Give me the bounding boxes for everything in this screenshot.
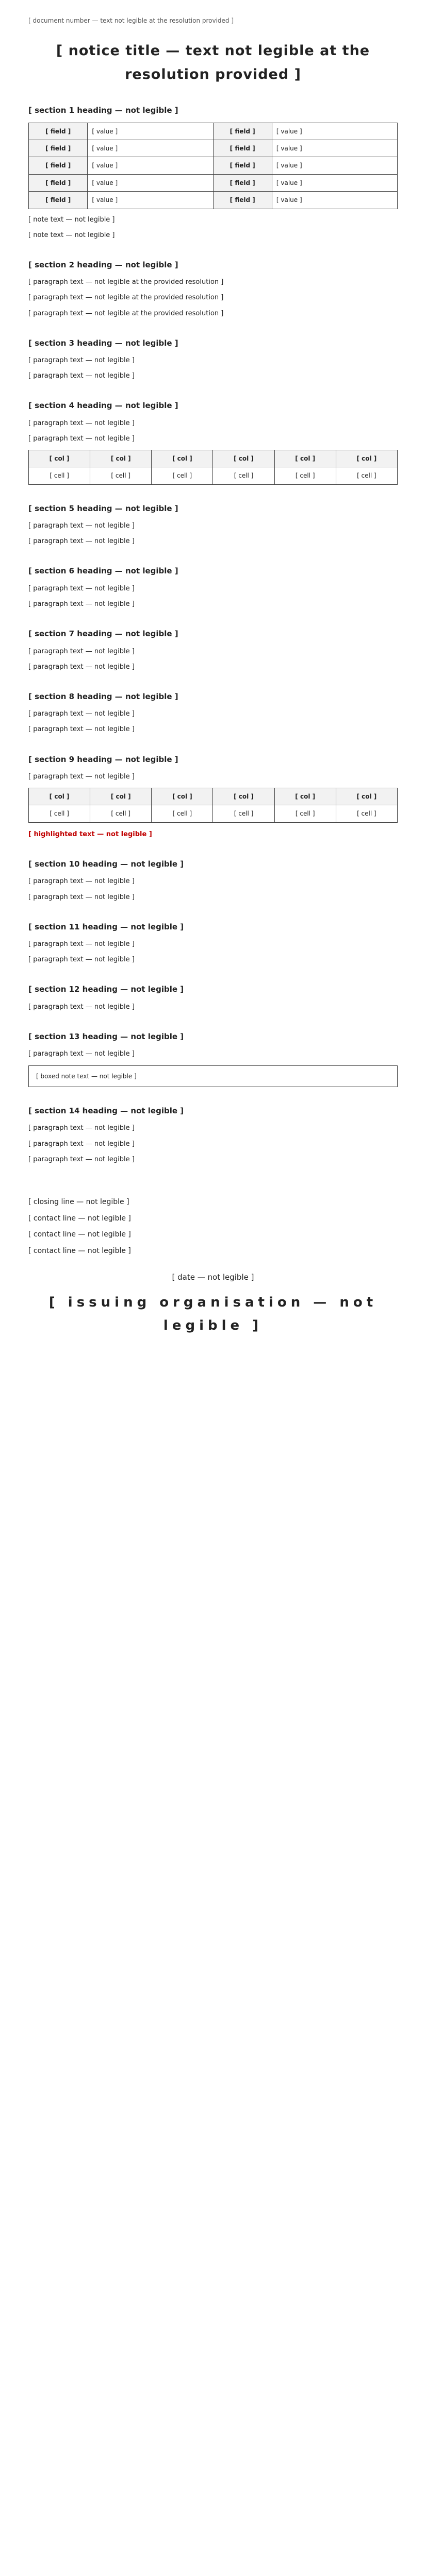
paragraph: [ paragraph text — not legible ] — [28, 877, 135, 886]
issuer-name: [ issuing organisation — not legible ] — [48, 1295, 378, 1333]
table-cell: [ cell ] — [29, 805, 90, 822]
note: [ note text — not legible ] — [28, 231, 115, 239]
section-12 — [28, 983, 398, 1013]
highlighted-note: [ highlighted text — not legible ] — [28, 830, 152, 838]
table-label: [ field ] — [213, 140, 272, 157]
table-label: [ field ] — [29, 174, 88, 191]
column-header: [ col ] — [152, 788, 213, 805]
table-row — [29, 140, 398, 157]
document-number: [ document number — text not legible at the resolution provided ] — [28, 17, 234, 24]
section-4 — [28, 399, 398, 484]
table-header-row — [29, 450, 398, 467]
table-value: [ value ] — [88, 140, 213, 157]
table-label: [ field ] — [213, 174, 272, 191]
section-heading: [ section 3 heading — not legible ] — [28, 338, 178, 348]
column-header: [ col ] — [274, 450, 336, 467]
page-title: [ notice title — text not legible at the resolution provided ] — [56, 43, 370, 83]
table-header-row — [29, 788, 398, 805]
table-cell: [ cell ] — [336, 467, 397, 484]
column-header: [ col ] — [90, 788, 152, 805]
paragraph: [ paragraph text — not legible ] — [28, 710, 135, 718]
column-header: [ col ] — [336, 788, 397, 805]
table-value: [ value ] — [88, 174, 213, 191]
section-heading: [ section 11 heading — not legible ] — [28, 922, 184, 931]
table-value: [ value ] — [88, 123, 213, 140]
closing-statement: [ closing line — not legible ] — [28, 1197, 129, 1206]
requirements-table — [28, 450, 398, 485]
table-cell: [ cell ] — [90, 467, 152, 484]
section-heading: [ section 7 heading — not legible ] — [28, 629, 178, 639]
table-value: [ value ] — [272, 192, 397, 209]
section-9 — [28, 753, 398, 840]
paragraph: [ paragraph text — not legible ] — [28, 663, 135, 671]
section-8 — [28, 690, 398, 736]
overview-table — [28, 123, 398, 209]
table-value: [ value ] — [272, 174, 397, 191]
section-heading: [ section 6 heading — not legible ] — [28, 566, 178, 576]
column-header: [ col ] — [90, 450, 152, 467]
paragraph: [ paragraph text — not legible ] — [28, 600, 135, 608]
paragraph: [ paragraph text — not legible ] — [28, 1124, 135, 1132]
table-row — [29, 192, 398, 209]
section-7 — [28, 628, 398, 673]
table-row — [29, 467, 398, 484]
table-cell: [ cell ] — [213, 805, 274, 822]
paragraph: [ paragraph text — not legible ] — [28, 372, 135, 380]
contact-line: [ contact line — not legible ] — [28, 1230, 131, 1239]
paragraph: [ paragraph text — not legible ] — [28, 1155, 135, 1163]
paragraph: [ paragraph text — not legible ] — [28, 522, 135, 530]
note: [ note text — not legible ] — [28, 215, 115, 224]
contact-line: [ contact line — not legible ] — [28, 1214, 131, 1223]
criteria-table — [28, 788, 398, 823]
section-heading: [ section 5 heading — not legible ] — [28, 503, 178, 513]
paragraph: [ paragraph text — not legible ] — [28, 1140, 135, 1148]
section-heading: [ section 2 heading — not legible ] — [28, 260, 178, 269]
paragraph: [ paragraph text — not legible ] — [28, 584, 135, 592]
section-11 — [28, 921, 398, 966]
table-cell: [ cell ] — [274, 805, 336, 822]
table-value: [ value ] — [272, 123, 397, 140]
table-cell: [ cell ] — [213, 467, 274, 484]
table-label: [ field ] — [29, 157, 88, 174]
boxed-note: [ boxed note text — not legible ] — [28, 1065, 398, 1087]
column-header: [ col ] — [213, 450, 274, 467]
paragraph: [ paragraph text — not legible ] — [28, 956, 135, 964]
paragraph: [ paragraph text — not legible at the provided resolution ] — [28, 309, 224, 317]
table-cell: [ cell ] — [29, 467, 90, 484]
column-header: [ col ] — [29, 788, 90, 805]
closing-block — [28, 1196, 398, 1258]
section-heading: [ section 12 heading — not legible ] — [28, 985, 184, 994]
column-header: [ col ] — [336, 450, 397, 467]
paragraph: [ paragraph text — not legible ] — [28, 940, 135, 948]
table-label: [ field ] — [29, 140, 88, 157]
section-heading: [ section 4 heading — not legible ] — [28, 401, 178, 411]
table-cell: [ cell ] — [152, 467, 213, 484]
section-14 — [28, 1105, 398, 1165]
paragraph: [ paragraph text — not legible ] — [28, 773, 135, 781]
contact-line: [ contact line — not legible ] — [28, 1247, 131, 1256]
section-13 — [28, 1030, 398, 1087]
table-cell: [ cell ] — [274, 467, 336, 484]
section-10 — [28, 858, 398, 903]
column-header: [ col ] — [274, 788, 336, 805]
column-header: [ col ] — [29, 450, 90, 467]
table-label: [ field ] — [213, 192, 272, 209]
table-label: [ field ] — [213, 157, 272, 174]
section-3 — [28, 337, 398, 382]
section-heading: [ section 8 heading — not legible ] — [28, 691, 178, 701]
table-value: [ value ] — [88, 192, 213, 209]
issue-date: [ date — not legible ] — [172, 1272, 254, 1282]
table-label: [ field ] — [29, 192, 88, 209]
table-row — [29, 123, 398, 140]
section-overview — [28, 104, 398, 241]
table-value: [ value ] — [272, 157, 397, 174]
section-heading: [ section 13 heading — not legible ] — [28, 1031, 184, 1041]
column-header: [ col ] — [213, 788, 274, 805]
table-value: [ value ] — [272, 140, 397, 157]
table-row — [29, 805, 398, 822]
section-heading: [ section 10 heading — not legible ] — [28, 859, 184, 869]
paragraph: [ paragraph text — not legible ] — [28, 537, 135, 546]
section-6 — [28, 565, 398, 610]
table-row — [29, 157, 398, 174]
column-header: [ col ] — [152, 450, 213, 467]
paragraph: [ paragraph text — not legible ] — [28, 647, 135, 655]
table-cell: [ cell ] — [152, 805, 213, 822]
paragraph: [ paragraph text — not legible at the provided resolution ] — [28, 294, 224, 302]
paragraph: [ paragraph text — not legible at the provided resolution ] — [28, 278, 224, 286]
section-heading: [ section 9 heading — not legible ] — [28, 754, 178, 764]
section-2 — [28, 259, 398, 319]
paragraph: [ paragraph text — not legible ] — [28, 893, 135, 901]
section-heading: [ section 14 heading — not legible ] — [28, 1106, 184, 1115]
paragraph: [ paragraph text — not legible ] — [28, 1003, 135, 1011]
paragraph: [ paragraph text — not legible ] — [28, 434, 135, 443]
section-heading: [ section 1 heading — not legible ] — [28, 106, 178, 115]
paragraph: [ paragraph text — not legible ] — [28, 725, 135, 734]
table-label: [ field ] — [213, 123, 272, 140]
paragraph: [ paragraph text — not legible ] — [28, 357, 135, 365]
table-value: [ value ] — [88, 157, 213, 174]
table-cell: [ cell ] — [336, 805, 397, 822]
paragraph: [ paragraph text — not legible ] — [28, 419, 135, 427]
table-label: [ field ] — [29, 123, 88, 140]
table-row — [29, 174, 398, 191]
paragraph: [ paragraph text — not legible ] — [28, 1050, 135, 1058]
table-cell: [ cell ] — [90, 805, 152, 822]
section-5 — [28, 502, 398, 548]
